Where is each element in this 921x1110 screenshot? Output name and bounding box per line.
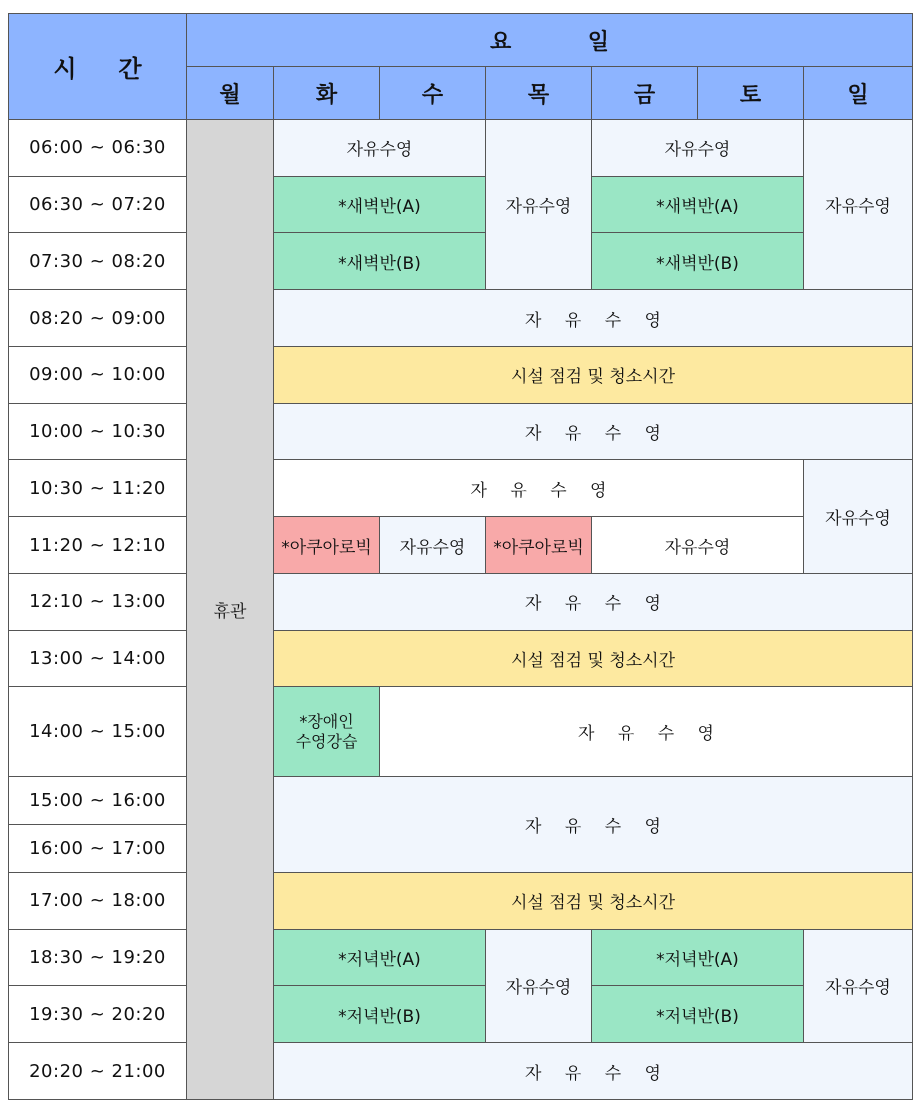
slot-dawn-class-b: *새벽반(B) [274,233,486,290]
slot-free-swim: 자유수영 [804,120,913,290]
swim-schedule-table [8,13,913,1100]
slot-evening-class-b: *저녁반(B) [592,986,804,1043]
slot-inspection-cleaning: 시설 점검 및 청소시간 [274,630,913,687]
slot-inspection-cleaning: 시설 점검 및 청소시간 [274,872,913,929]
slot-dawn-class-b: *새벽반(B) [592,233,804,290]
time-cell: 12:10 ~ 13:00 [9,573,187,630]
time-cell: 10:30 ~ 11:20 [9,460,187,517]
slot-free-swim-wide: 자 유 수 영 [274,1043,913,1100]
slot-free-swim-wide: 자 유 수 영 [274,403,913,460]
time-cell: 19:30 ~ 20:20 [9,986,187,1043]
time-cell: 13:00 ~ 14:00 [9,630,187,687]
slot-free-swim: 자유수영 [486,929,592,1042]
slot-disabled-swim-lesson [274,687,380,776]
disabled-lesson-line2: 수영강습 [295,731,358,751]
slot-dawn-class-a: *새벽반(A) [592,176,804,233]
slot-free-swim: 자유수영 [486,120,592,290]
slot-dawn-class-a: *새벽반(A) [274,176,486,233]
day-mon: 월 [187,67,274,120]
time-cell: 11:20 ~ 12:10 [9,517,187,574]
day-thu: 목 [486,67,592,120]
slot-free-swim: 자유수영 [804,460,913,573]
slot-free-swim: 자유수영 [592,120,804,177]
slot-free-swim: 자유수영 [592,517,804,574]
slot-free-swim-wide: 자 유 수 영 [380,687,913,776]
slot-free-swim: 자유수영 [380,517,486,574]
time-cell: 18:30 ~ 19:20 [9,929,187,986]
time-cell: 20:20 ~ 21:00 [9,1043,187,1100]
time-cell: 16:00 ~ 17:00 [9,824,187,872]
slot-free-swim-wide: 자 유 수 영 [274,776,913,872]
slot-evening-class-a: *저녁반(A) [274,929,486,986]
time-cell: 14:00 ~ 15:00 [9,687,187,776]
time-cell: 06:30 ~ 07:20 [9,176,187,233]
slot-evening-class-a: *저녁반(A) [592,929,804,986]
day-fri: 금 [592,67,698,120]
slot-aqua-aerobics: *아쿠아로빅 [486,517,592,574]
slot-free-swim: 자유수영 [804,929,913,1042]
day-wed: 수 [380,67,486,120]
day-sun: 일 [804,67,913,120]
day-sat: 토 [698,67,804,120]
slot-evening-class-b: *저녁반(B) [274,986,486,1043]
time-cell: 15:00 ~ 16:00 [9,776,187,824]
time-cell: 08:20 ~ 09:00 [9,290,187,347]
time-cell: 09:00 ~ 10:00 [9,346,187,403]
slot-free-swim: 자유수영 [274,120,486,177]
disabled-lesson-line1: *장애인 [299,711,354,731]
days-header: 요 일 [187,14,913,67]
slot-free-swim-wide: 자 유 수 영 [274,290,913,347]
monday-closed: 휴관 [187,120,274,1100]
slot-free-swim-wide: 자 유 수 영 [274,460,804,517]
day-tue: 화 [274,67,380,120]
time-cell: 17:00 ~ 18:00 [9,872,187,929]
time-header: 시 간 [9,14,187,120]
slot-free-swim-wide: 자 유 수 영 [274,573,913,630]
time-cell: 10:00 ~ 10:30 [9,403,187,460]
time-cell: 06:00 ~ 06:30 [9,120,187,177]
time-cell: 07:30 ~ 08:20 [9,233,187,290]
slot-aqua-aerobics: *아쿠아로빅 [274,517,380,574]
slot-inspection-cleaning: 시설 점검 및 청소시간 [274,346,913,403]
